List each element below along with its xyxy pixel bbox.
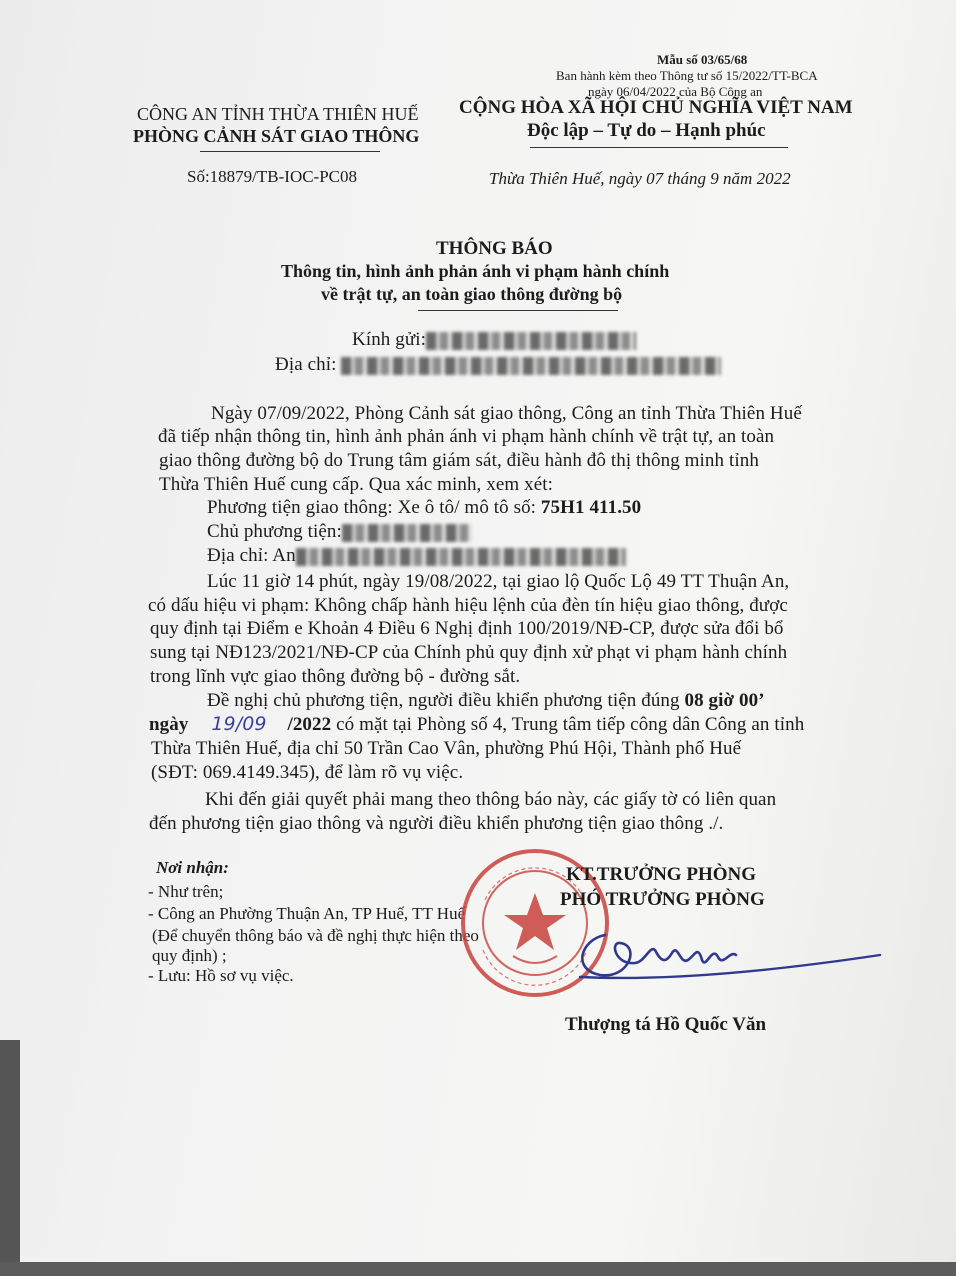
address-row bbox=[275, 354, 721, 376]
signer-name: Thượng tá Hồ Quốc Văn bbox=[565, 1014, 767, 1035]
recipient-2: - Công an Phường Thuận An, TP Huế, TT Huế bbox=[148, 904, 466, 923]
signer-role-2: PHÓ TRƯỞNG PHÒNG bbox=[560, 889, 765, 910]
para3-start: Đề nghị chủ phương tiện, người điều khiển phương tiện đúng bbox=[207, 690, 685, 711]
recipient-2-note-1: (Để chuyển thông báo và đề nghị thực hiện theo bbox=[152, 926, 479, 945]
para4-line-2: đến phương tiện giao thông và người điều khiển phương tiện giao thông ./. bbox=[149, 813, 724, 834]
recipient-2-note-2: quy định) ; bbox=[152, 946, 227, 965]
handwritten-date: 19/09 bbox=[211, 713, 267, 735]
form-ref-line-2: ngày 06/04/2022 của Bộ Công an bbox=[588, 84, 763, 99]
signature bbox=[560, 915, 890, 1005]
para3-line-2 bbox=[149, 713, 804, 736]
para3-line-3: Thừa Thiên Huế, địa chỉ 50 Trần Cao Vân, phường Phú Hội, Thành phố Huế bbox=[151, 738, 742, 759]
nation-motto: Độc lập – Tự do – Hạnh phúc bbox=[527, 120, 766, 141]
recipients-title: Nơi nhận: bbox=[156, 858, 229, 877]
background-table-bottom bbox=[0, 1262, 956, 1276]
motto-underline bbox=[530, 147, 788, 148]
para3-line-4: (SĐT: 069.4149.345), để làm rõ vụ việc. bbox=[151, 762, 464, 783]
para2-line-5: trong lĩnh vực giao thông đường bộ - đường sắt. bbox=[150, 666, 521, 687]
para3-rest: có mặt tại Phòng số 4, Trung tâm tiếp công dân Công an tỉnh bbox=[331, 714, 805, 735]
recipient-1: - Như trên; bbox=[148, 882, 224, 901]
appointment-time: 08 giờ 00’ bbox=[684, 690, 765, 711]
recipient-3: - Lưu: Hồ sơ vụ việc. bbox=[148, 966, 294, 985]
document-subtitle-2: về trật tự, an toàn giao thông đường bộ bbox=[321, 284, 623, 304]
vehicle-label: Phương tiện giao thông: Xe ô tô/ mô tô số: bbox=[207, 497, 541, 518]
owner-address-row bbox=[207, 545, 626, 567]
para1-line-4: Thừa Thiên Huế cung cấp. Qua xác minh, xem xét: bbox=[159, 474, 553, 495]
redacted-recipient bbox=[426, 332, 636, 350]
redacted-owner bbox=[342, 524, 472, 542]
redacted-owner-address bbox=[296, 548, 626, 566]
background-table-edge bbox=[0, 1040, 20, 1276]
para1-line-2: đã tiếp nhận thông tin, hình ảnh phản ánh vi phạm hành chính về trật tự, an toàn bbox=[158, 426, 775, 447]
appointment-year: /2022 bbox=[287, 714, 332, 735]
place-and-date: Thừa Thiên Huế, ngày 07 tháng 9 năm 2022 bbox=[489, 169, 791, 188]
para2-line-4: sung tại NĐ123/2021/NĐ-CP của Chính phủ quy định xử phạt vi phạm hành chính bbox=[150, 642, 788, 663]
para4-line-1: Khi đến giải quyết phải mang theo thông báo này, các giấy tờ có liên quan bbox=[205, 789, 777, 810]
owner-label: Chủ phương tiện: bbox=[207, 521, 342, 542]
vehicle-plate: 75H1 411.50 bbox=[540, 497, 642, 518]
para3-ngay: ngày bbox=[149, 714, 189, 735]
nation-title: CỘNG HÒA XÃ HỘI CHỦ NGHĨA VIỆT NAM bbox=[459, 97, 853, 118]
kinh-gui-label: Kính gửi: bbox=[352, 329, 427, 350]
owner-row bbox=[207, 521, 472, 543]
subtitle-underline bbox=[418, 310, 618, 311]
department-name: PHÒNG CẢNH SÁT GIAO THÔNG bbox=[133, 126, 420, 146]
department-underline bbox=[200, 151, 380, 152]
redacted-address bbox=[341, 357, 721, 375]
dia-chi-label: Địa chỉ: bbox=[275, 354, 337, 375]
para1-line-1: Ngày 07/09/2022, Phòng Cảnh sát giao thông, Công an tỉnh Thừa Thiên Huế bbox=[211, 403, 802, 424]
document-number: Số:18879/TB-IOC-PC08 bbox=[187, 167, 358, 186]
vehicle-row bbox=[207, 497, 641, 519]
kinh-gui-row bbox=[352, 329, 636, 351]
form-code: Mẫu số 03/65/68 bbox=[657, 52, 748, 67]
signer-role-1: KT.TRƯỞNG PHÒNG bbox=[566, 864, 756, 885]
para3-line-1 bbox=[207, 690, 765, 712]
para1-line-3: giao thông đường bộ do Trung tâm giám sát, điều hành đô thị thông minh tỉnh bbox=[159, 450, 759, 471]
owner-address-label: Địa chỉ: An bbox=[207, 545, 296, 566]
para2-line-3: quy định tại Điểm e Khoản 4 Điều 6 Nghị định 100/2019/NĐ-CP, được sửa đổi bổ bbox=[150, 618, 784, 639]
document-title: THÔNG BÁO bbox=[436, 238, 553, 259]
para2-line-2: có dấu hiệu vi phạm: Không chấp hành hiệu lệnh của đèn tín hiệu giao thông, được bbox=[148, 595, 788, 616]
para2-line-1: Lúc 11 giờ 14 phút, ngày 19/08/2022, tại giao lộ Quốc Lộ 49 TT Thuận An, bbox=[207, 571, 790, 592]
document-subtitle-1: Thông tin, hình ảnh phản ánh vi phạm hành chính bbox=[281, 261, 670, 281]
agency-name: CÔNG AN TỈNH THỪA THIÊN HUẾ bbox=[137, 104, 419, 124]
form-ref-line-1: Ban hành kèm theo Thông tư số 15/2022/TT-BCA bbox=[556, 68, 818, 83]
